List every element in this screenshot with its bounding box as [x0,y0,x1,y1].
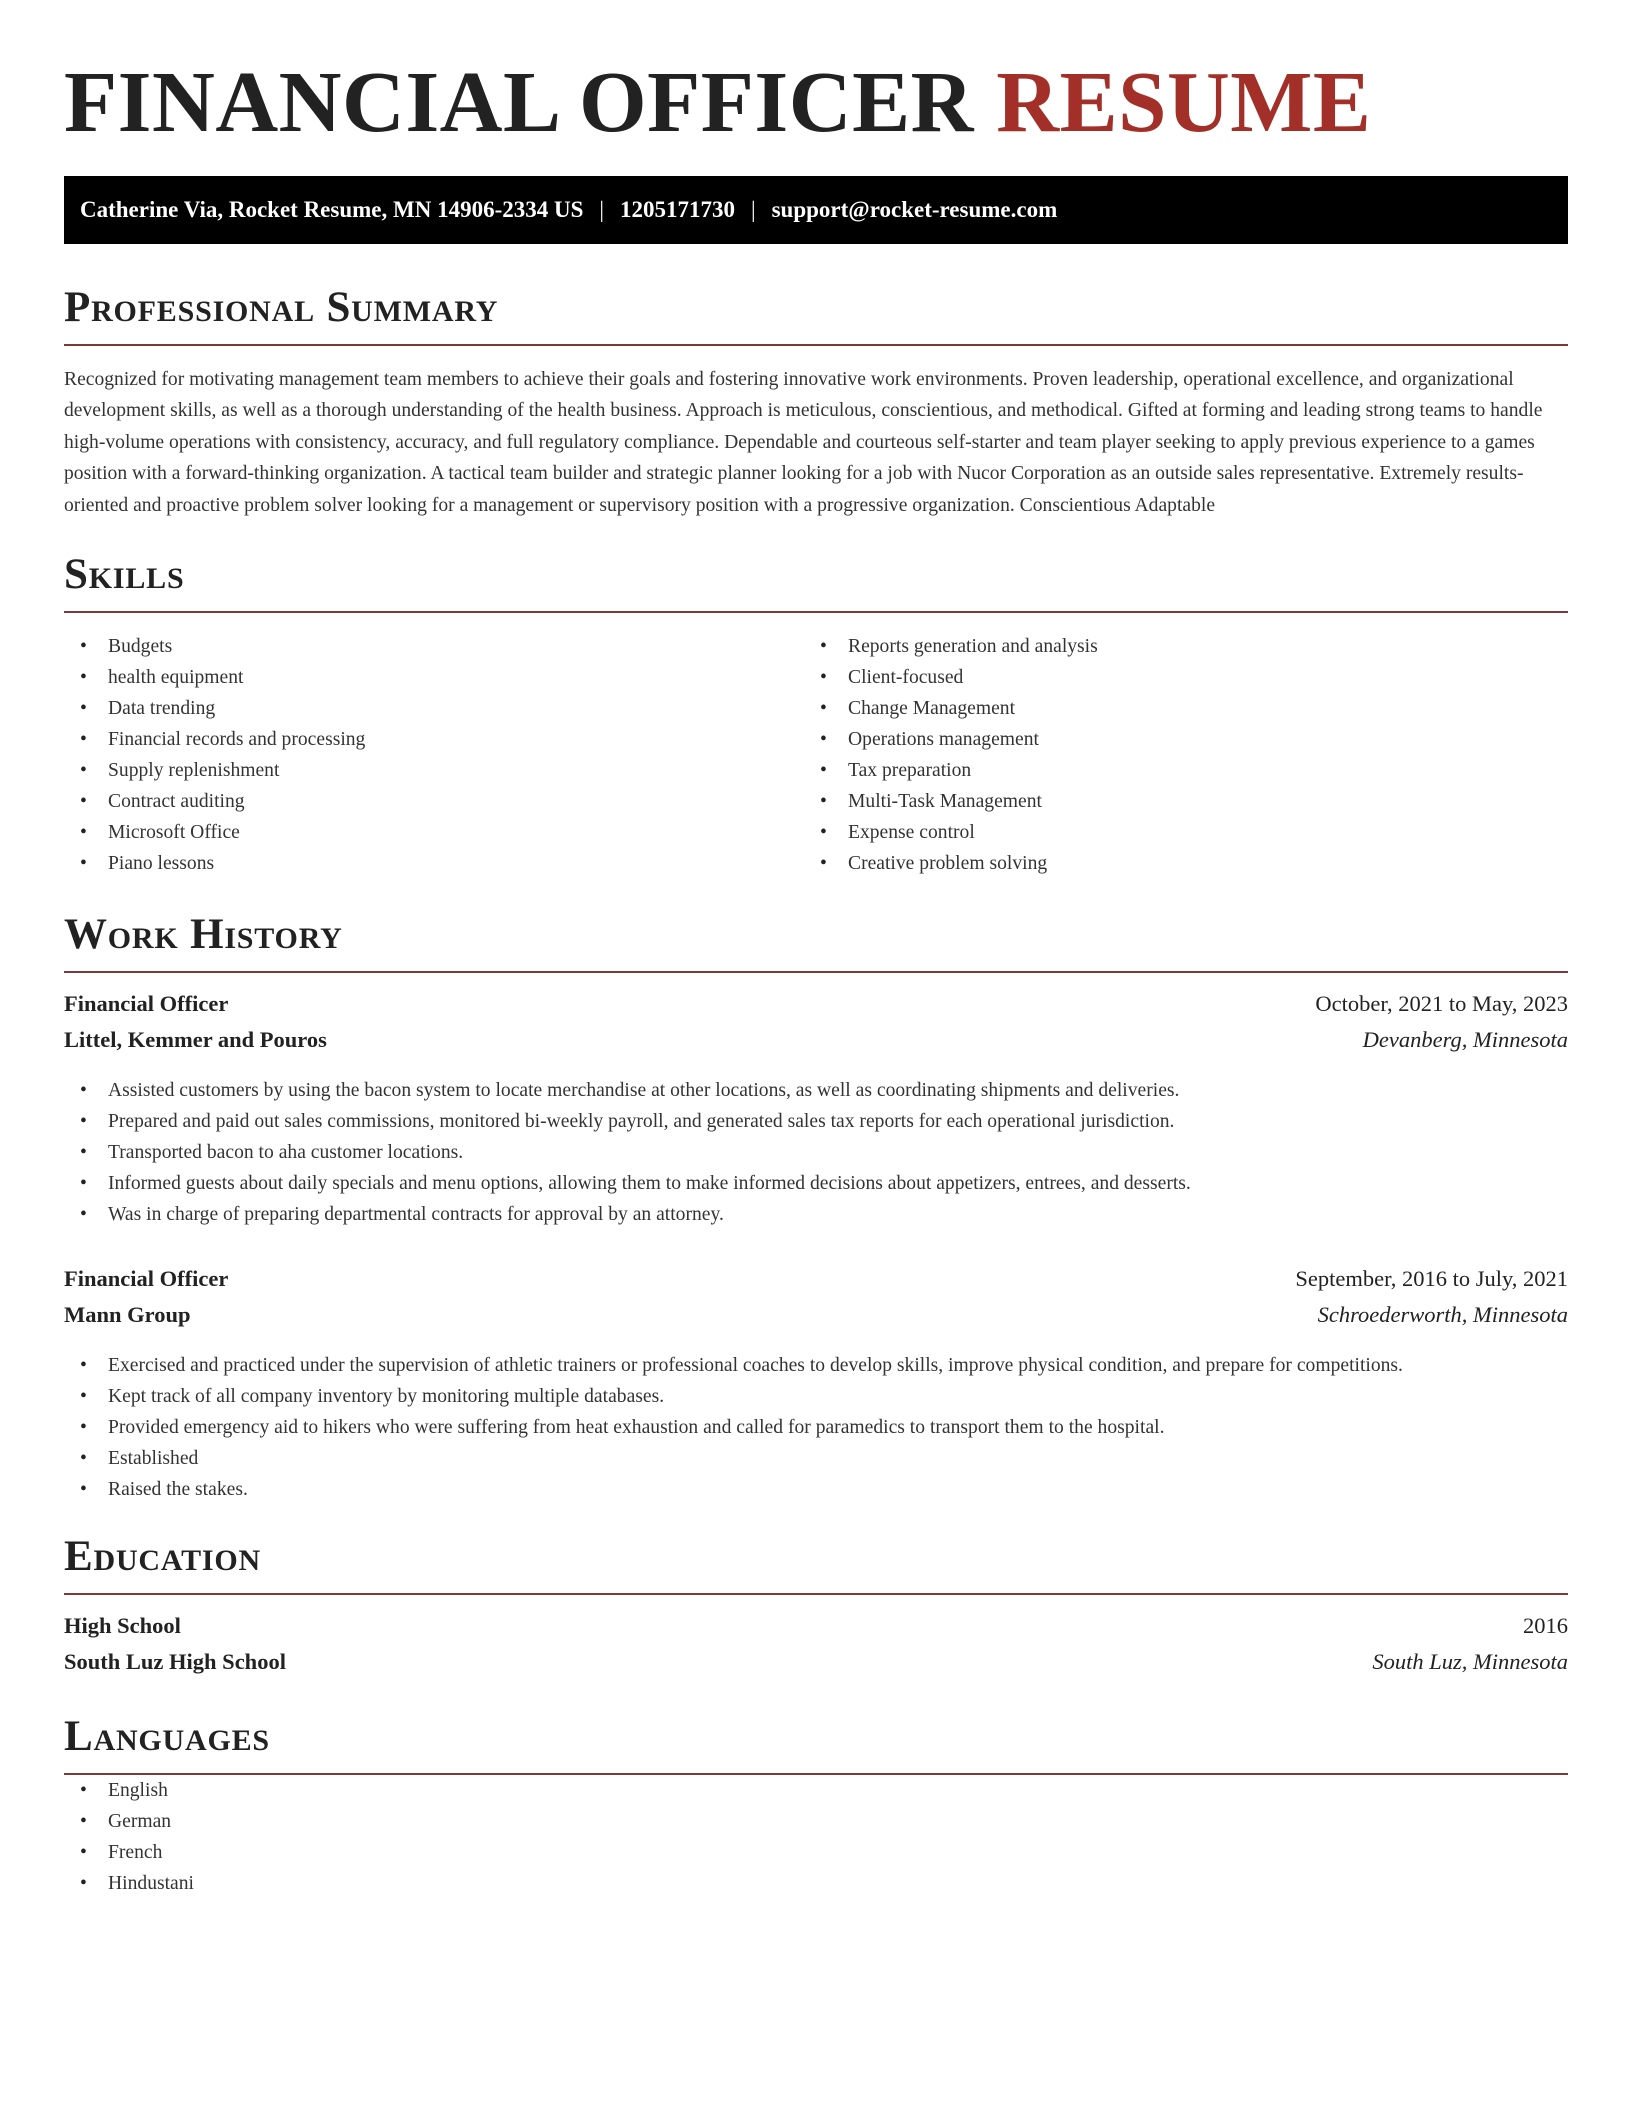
contact-separator: | [599,197,604,222]
education-year: 2016 [1523,1613,1568,1639]
skill-item: • health equipment [64,662,804,693]
job-duty-item: • Prepared and paid out sales commissions, monitored bi-weekly payroll, and generated sales tax reports for each operational jurisdiction. [64,1106,1568,1137]
education-school: South Luz High School [64,1649,286,1675]
job-location: Schroederworth, Minnesota [1317,1302,1568,1328]
section-heading: Education [64,1533,261,1581]
skill-item: • Operations management [804,724,1544,755]
job-duty-item: • Kept track of all company inventory by monitoring multiple databases. [64,1381,1568,1412]
skill-item: • Supply replenishment [64,755,804,786]
section-heading: Professional Summary [64,284,499,331]
job-duty-item: • Assisted customers by using the bacon system to locate merchandise at other locations, as well as coordinating shipments and deliveries. [64,1075,1568,1106]
education-header-row [64,1613,1568,1649]
skill-item: • Multi-Task Management [804,786,1544,817]
job-company: Littel, Kemmer and Pouros [64,1027,327,1053]
work-history-section [64,909,1568,1505]
title-accent: RESUME [996,53,1372,150]
job-entry [64,1266,1568,1505]
language-item: • French [64,1837,1568,1868]
job-title: Financial Officer [64,991,229,1017]
section-divider [64,611,1568,613]
contact-address: Catherine Via, Rocket Resume, MN 14906-2334 US [80,197,584,222]
skills-list [804,631,1544,879]
job-dates: September, 2016 to July, 2021 [1295,1266,1568,1292]
section-heading: Work History [64,911,343,959]
job-duty-item: • Exercised and practiced under the supervision of athletic trainers or professional coaches to develop skills, improve physical condition, and prepare for competitions. [64,1350,1568,1381]
job-duty-item: • Established [64,1443,1568,1474]
skill-item: • Piano lessons [64,848,804,879]
title-main: FINANCIAL OFFICER [64,53,974,150]
job-company-row [64,1027,1568,1063]
education-location: South Luz, Minnesota [1372,1649,1568,1675]
education-school-row [64,1649,1568,1685]
skills-column-left [64,631,804,879]
skills-section [64,549,1568,879]
job-header-row [64,1266,1568,1302]
skill-item: • Change Management [804,693,1544,724]
skill-item: • Client-focused [804,662,1544,693]
language-item: • Hindustani [64,1868,1568,1899]
contact-separator: | [751,197,756,222]
skills-grid [64,631,1568,879]
skill-item: • Data trending [64,693,804,724]
job-company-row [64,1302,1568,1338]
section-heading: Languages [64,1713,270,1761]
section-divider [64,344,1568,346]
skill-item: • Budgets [64,631,804,662]
job-duty-item: • Provided emergency aid to hikers who were suffering from heat exhaustion and called for paramedics to transport them to the hospital. [64,1412,1568,1443]
skill-item: • Tax preparation [804,755,1544,786]
languages-list [64,1775,1568,1899]
contact-phone: 1205171730 [620,197,735,222]
section-divider [64,971,1568,973]
job-entry [64,991,1568,1230]
skill-item: • Financial records and processing [64,724,804,755]
job-header-row [64,991,1568,1027]
job-duty-item: • Was in charge of preparing departmental contracts for approval by an attorney. [64,1199,1568,1230]
summary-text: Recognized for motivating management team members to achieve their goals and fostering innovative work environments. Proven leadership, operational excellence, and organizational development skills, as well as a thorough understanding of the health business. Approach is meticulous, conscientious, and methodical. Gifted at forming and leading strong teams to handle high-volume operations with consistency, accuracy, and full regulatory compliance. Dependable and courteous self-starter and team player seeking to apply previous experience to a games position with a forward-thinking organization. A tactical team builder and strategic planner looking for a job with Nucor Corporation as an outside sales representative. Extremely results-oriented and proactive problem solver looking for a management or supervisory position with a progressive organization. Conscientious Adaptable [64,369,1543,516]
education-entry [64,1613,1568,1685]
skill-item: • Microsoft Office [64,817,804,848]
section-heading: Skills [64,551,185,599]
languages-section [64,1711,1568,1899]
skill-item: • Contract auditing [64,786,804,817]
job-duty-item: • Transported bacon to aha customer locations. [64,1137,1568,1168]
skill-item: • Reports generation and analysis [804,631,1544,662]
education-degree: High School [64,1613,181,1639]
skill-item: • Expense control [804,817,1544,848]
job-duties-list [64,1350,1568,1505]
job-duty-item: • Informed guests about daily specials and menu options, allowing them to make informed decisions about appetizers, entrees, and desserts. [64,1168,1568,1199]
job-location: Devanberg, Minnesota [1362,1027,1568,1053]
education-section [64,1531,1568,1685]
professional-summary-section [64,282,1568,521]
job-company: Mann Group [64,1302,191,1328]
contact-bar [64,176,1568,244]
skills-list [64,631,804,879]
job-duties-list [64,1075,1568,1230]
job-title: Financial Officer [64,1266,229,1292]
language-item: • English [64,1775,1568,1806]
skill-item: • Creative problem solving [804,848,1544,879]
section-divider [64,1593,1568,1595]
language-item: • German [64,1806,1568,1837]
skills-column-right [804,631,1544,879]
resume-title [64,52,1568,152]
job-duty-item: • Raised the stakes. [64,1474,1568,1505]
job-dates: October, 2021 to May, 2023 [1315,991,1568,1017]
contact-email: support@rocket-resume.com [771,197,1058,222]
